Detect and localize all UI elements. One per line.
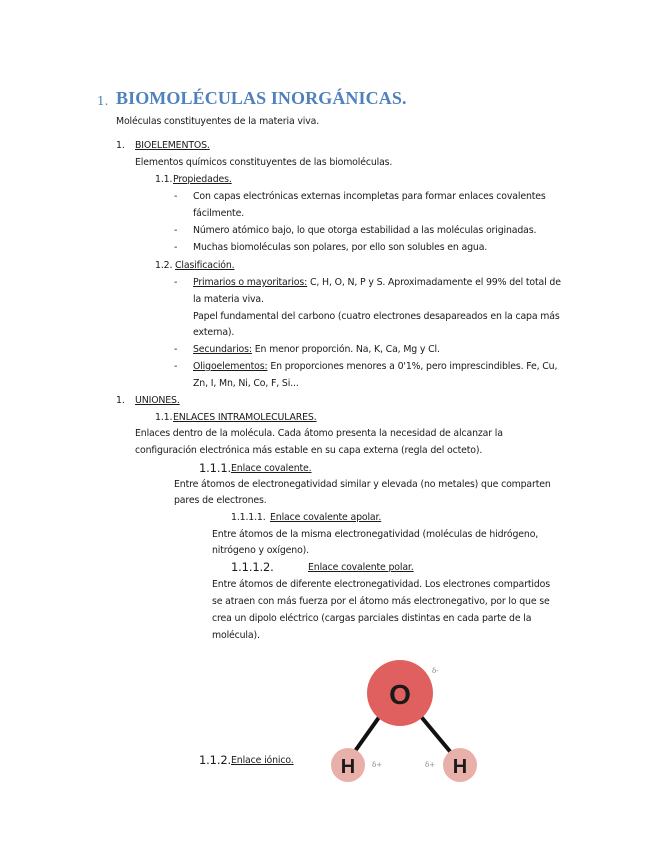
level4-title-apolar: Enlace covalente apolar. (270, 512, 382, 523)
list-item: Muchas biomoléculas son polares, por ello son solubles en agua. (193, 242, 488, 253)
hydrogen-label-left: H (340, 756, 356, 778)
list-item: Número atómico bajo, lo que otorga estabilidad a las moléculas originadas. (193, 225, 537, 236)
subsection-title-clasificacion: Clasificación. (175, 260, 235, 271)
subsubsection-title-covalente: Enlace covalente. (231, 463, 312, 474)
term-label: Primarios o mayoritarios: (193, 277, 308, 288)
level4-title-polar: Enlace covalente polar. (308, 562, 414, 573)
delta-plus-right-label: δ+ (425, 761, 436, 769)
bioelementos-desc: Elementos químicos constituyentes de las biomoléculas. (135, 157, 393, 168)
term-label: Oligoelementos: (193, 361, 268, 372)
polar-desc: se atraen con más fuerza por el átomo más electronegativo, por lo que se (212, 596, 550, 607)
list-dash: - (174, 191, 178, 202)
list-item-cont: la materia viva. (193, 294, 264, 305)
water-molecule-figure (324, 655, 484, 785)
subsubsection-number: 1.1.1. (199, 461, 232, 475)
term-text: En menor proporción. Na, K, Ca, Mg y Cl. (254, 344, 440, 355)
heading-number: 1. (97, 94, 109, 108)
apolar-desc: nitrógeno y oxígeno). (212, 545, 309, 556)
subsection-title-propiedades: Propiedades. (173, 174, 232, 185)
list-item: Con capas electrónicas externas incompletas para formar enlaces covalentes (193, 191, 546, 202)
term-text: En proporciones menores a 0'1%, pero imprescindibles. Fe, Cu, (270, 361, 558, 372)
apolar-desc: Entre átomos de la misma electronegatividad (moléculas de hidrógeno, (212, 529, 539, 540)
list-item-cont: fácilmente. (193, 208, 245, 219)
section-title-bioelementos: BIOELEMENTOS. (135, 140, 210, 151)
subsection-number: 1.2. (155, 260, 173, 271)
term-label: Secundarios: (193, 344, 252, 355)
intro-text: Moléculas constituyentes de la materia viva. (116, 116, 320, 127)
level4-number: 1.1.1.1. (231, 512, 266, 523)
list-dash: - (174, 242, 178, 253)
subsection-title-intramoleculares: ENLACES INTRAMOLECULARES. (173, 412, 317, 423)
section-title-uniones: UNIONES. (135, 395, 180, 406)
polar-desc: molécula). (212, 630, 260, 641)
oxygen-label: O (389, 679, 411, 710)
subsection-number: 1.1. (155, 174, 173, 185)
list-dash: - (174, 361, 178, 372)
polar-desc: crea un dipolo eléctrico (cargas parciales distintas en cada parte de la (212, 613, 532, 624)
intra-desc: configuración electrónica más estable en su capa externa (regla del octeto). (135, 445, 483, 456)
polar-desc: Entre átomos de diferente electronegatividad. Los electrones compartidos (212, 579, 550, 590)
list-item-secundarios (193, 344, 440, 356)
list-dash: - (174, 277, 178, 288)
delta-minus-label: δ- (432, 667, 439, 675)
delta-plus-left-label: δ+ (372, 761, 383, 769)
list-dash: - (174, 344, 178, 355)
hydrogen-label-right: H (452, 756, 468, 778)
section-number: 1. (116, 395, 125, 406)
intra-desc: Enlaces dentro de la molécula. Cada átomo presenta la necesidad de alcanzar la (135, 428, 503, 439)
covalente-desc: Entre átomos de electronegatividad similar y elevada (no metales) que comparten (174, 479, 551, 490)
list-item-cont: externa). (193, 327, 235, 338)
list-item-cont: Zn, I, Mn, Ni, Co, F, Si... (193, 378, 299, 389)
subsubsection-number: 1.1.2. (199, 753, 232, 767)
subsection-number: 1.1. (155, 412, 173, 423)
list-item-cont: Papel fundamental del carbono (cuatro electrones desapareados en la capa más (193, 311, 560, 322)
covalente-desc: pares de electrones. (174, 495, 267, 506)
level4-number: 1.1.1.2. (231, 560, 274, 574)
section-number: 1. (116, 140, 125, 151)
subsubsection-title-ionico: Enlace iónico. (231, 755, 294, 766)
list-item-primarios (193, 277, 561, 289)
page-title: BIOMOLÉCULAS INORGÁNICAS. (116, 88, 407, 108)
list-item-oligo (193, 361, 557, 373)
term-text: C, H, O, N, P y S. Aproximadamente el 99% del total de (309, 277, 561, 288)
list-dash: - (174, 225, 178, 236)
